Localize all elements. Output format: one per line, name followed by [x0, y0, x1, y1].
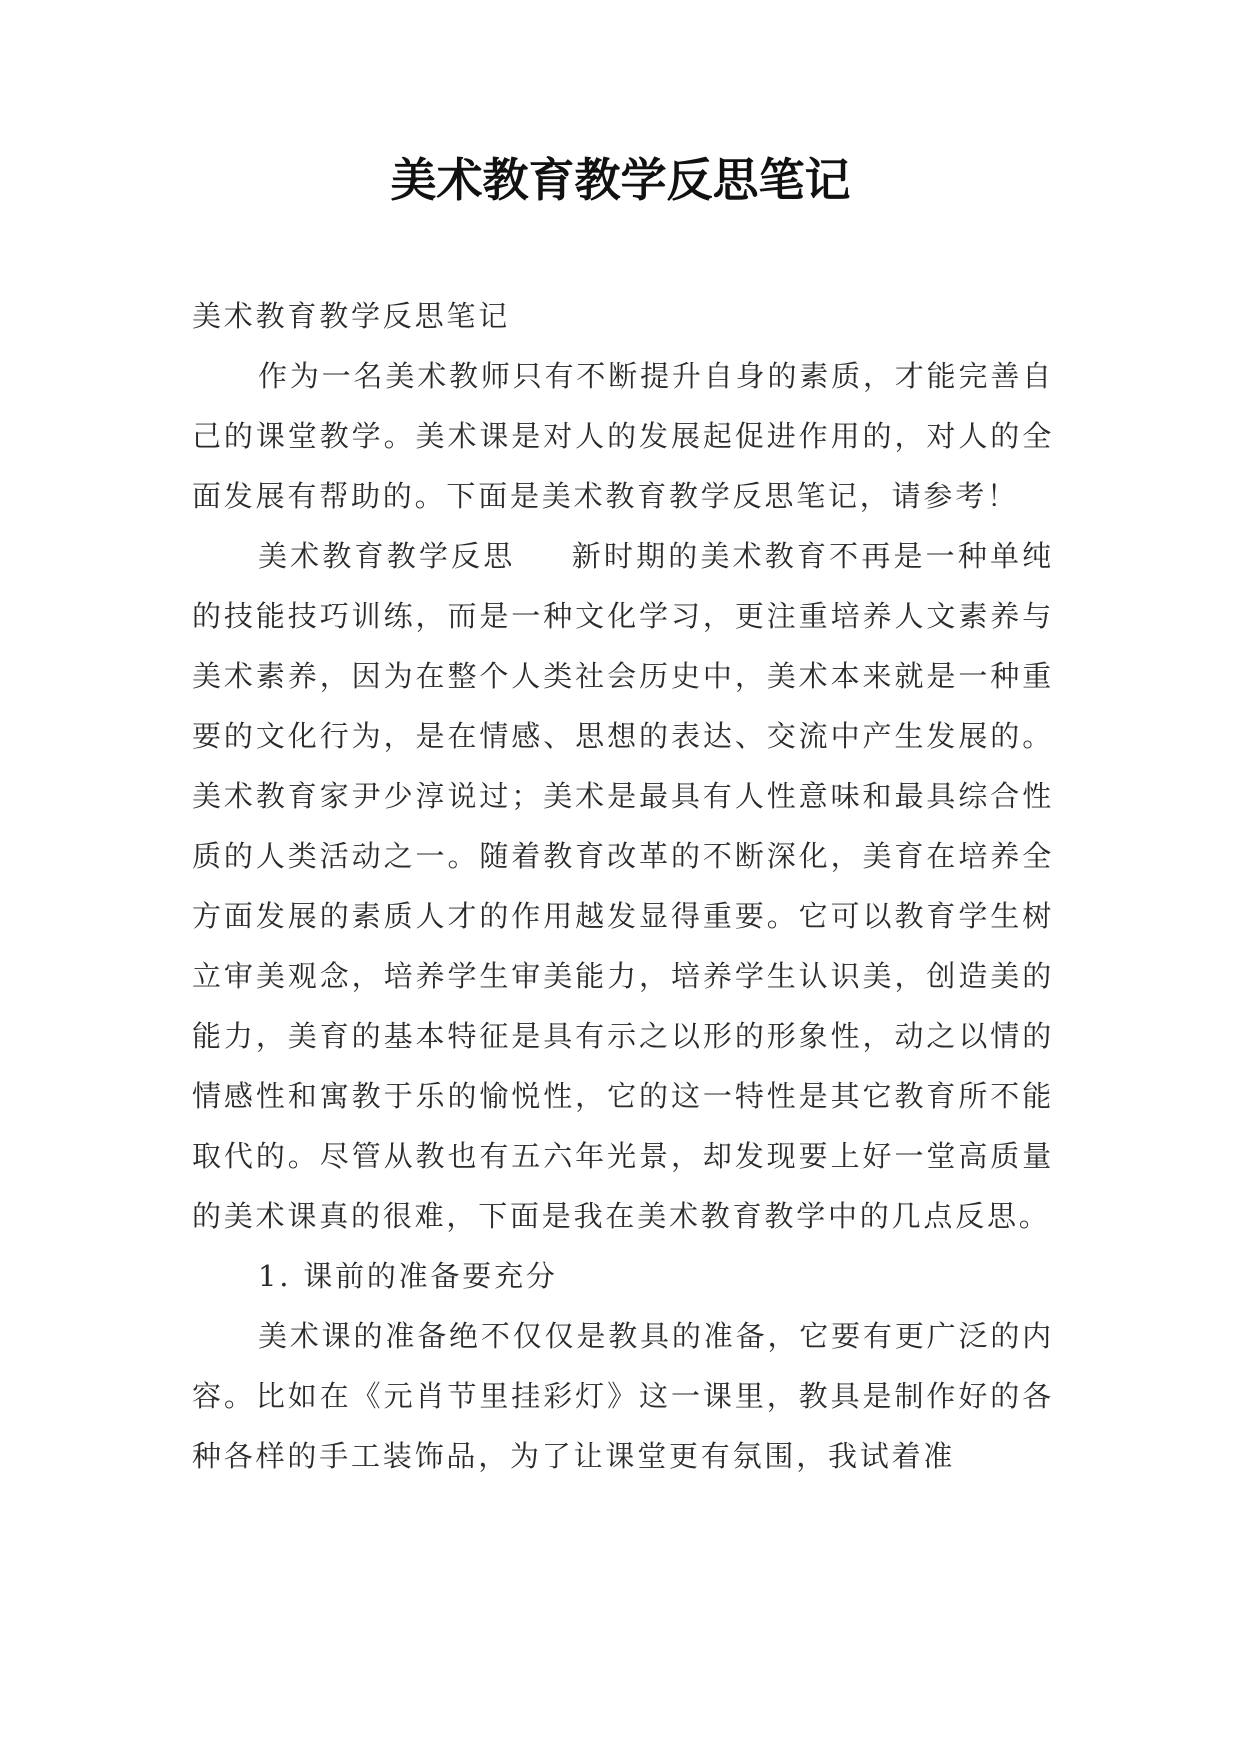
point-1-heading: 1. 课前的准备要充分 [258, 1259, 558, 1293]
section-text: 新时期的美术教育不再是一种单纯的技能技巧训练，而是一种文化学习，更注重培养人文素养与美术素养，因为在整个人类社会历史中，美术本来就是一种重要的文化行为，是在情感、思想的表达、交流中产生发展的。美术教育家尹少淳说过；美术是最具有人性意味和最具综合性质的人类活动之一。随着教育改革的不断深化，美育在培养全方面发展的素质人才的作用越发显得重要。它可以教育学生树立审美观念，培养学生审美能力，培养学生认识美，创造美的能力，美育的基本特征是具有示之以形的形象性，动之以情的情感性和寓教于乐的愉悦性，它的这一特性是其它教育所不能取代的。尽管从教也有五六年光景，却发现要上好一堂高质量的美术课真的很难，下面是我在美术教育教学中的几点反思。 [192, 539, 1054, 1233]
intro-paragraph: 作为一名美术教师只有不断提升自身的素质，才能完善自己的课堂教学。美术课是对人的发展起促进作用的，对人的全面发展有帮助的。下面是美术教育教学反思笔记，请参考！ [192, 359, 1054, 513]
document-subtitle: 美术教育教学反思笔记 [192, 299, 511, 333]
section-heading: 美术教育教学反思 [258, 539, 516, 573]
point-1-paragraph: 美术课的准备绝不仅仅是教具的准备，它要有更广泛的内容。比如在《元肖节里挂彩灯》这一课里，教具是制作好的各种各样的手工装饰品，为了让课堂更有氛围，我试着准 [192, 1319, 1054, 1473]
document-body [192, 286, 1054, 1486]
document-title: 美术教育教学反思笔记 [390, 153, 851, 207]
section-paragraph [192, 526, 1054, 1246]
